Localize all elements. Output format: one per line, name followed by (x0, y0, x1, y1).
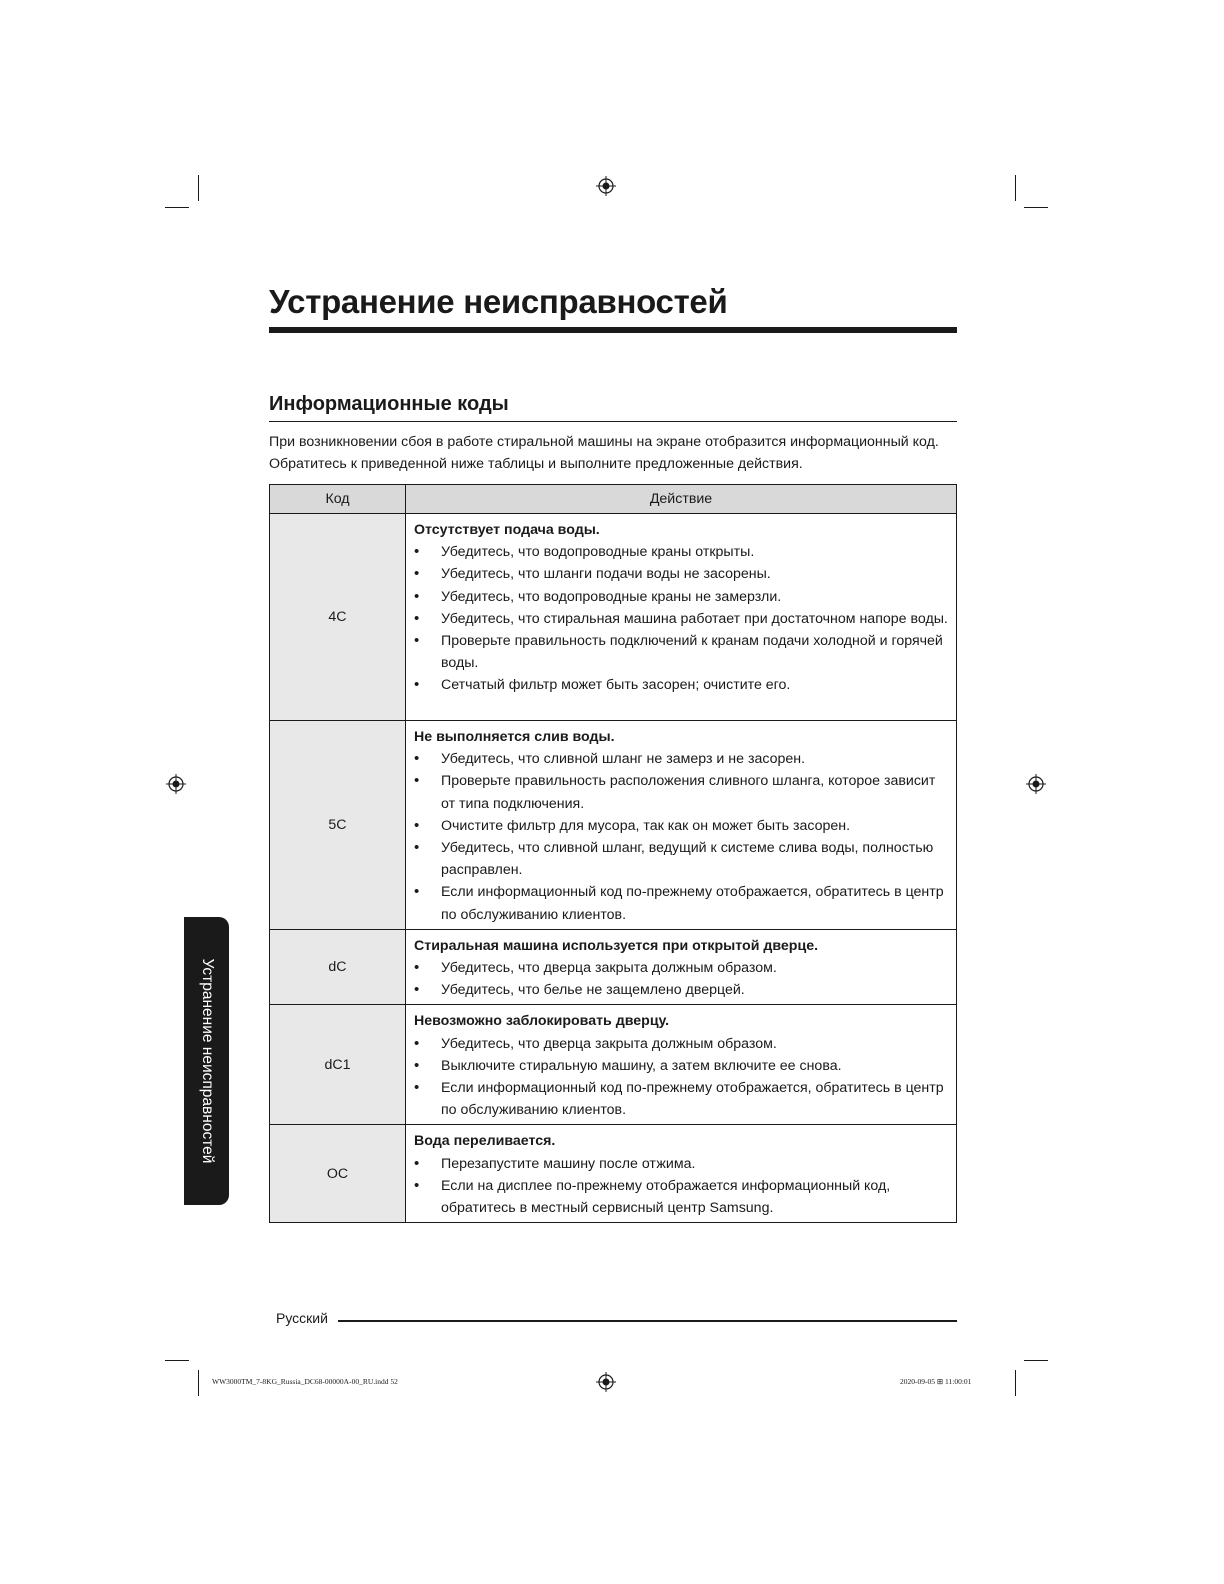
table-row (270, 1005, 957, 1125)
action-cell (406, 514, 957, 721)
list-item: • Убедитесь, что водопроводные краны открыты. (414, 541, 948, 563)
registration-mark-icon (596, 1372, 616, 1392)
crop-mark (198, 1370, 199, 1396)
list-item: • Очистите фильтр для мусора, так как он может быть засорен. (414, 815, 948, 837)
list-item: • Проверьте правильность расположения сливного шланга, которое зависит от типа подключения. (414, 770, 948, 814)
list-item: • Если информационный код по-прежнему отображается, обратитесь в центр по обслуживанию клиентов. (414, 881, 948, 925)
code-cell: 4C (270, 514, 406, 721)
list-item: • Выключите стиральную машину, а затем включите ее снова. (414, 1055, 948, 1077)
list-item: • Убедитесь, что дверца закрыта должным образом. (414, 1033, 948, 1055)
table-row (270, 1125, 957, 1223)
crop-mark (165, 207, 189, 208)
header-code: Код (270, 485, 406, 514)
action-heading: Вода переливается. (414, 1133, 556, 1150)
list-item: • Убедитесь, что дверца закрыта должным образом. (414, 957, 948, 979)
side-tab-label: Устранение неисправностей (198, 958, 216, 1164)
table-row (270, 929, 957, 1005)
table-row (270, 514, 957, 721)
section-side-tab (184, 917, 229, 1205)
action-steps (414, 541, 948, 696)
section-title: Информационные коды (269, 393, 509, 415)
action-steps (414, 748, 948, 926)
action-steps (414, 957, 948, 1001)
action-cell (406, 1005, 957, 1125)
list-item: • Убедитесь, что сливной шланг не замерз и не засорен. (414, 748, 948, 770)
table-row (270, 721, 957, 930)
intro-line: При возникновении сбоя в работе стиральной машины на экране отобразится информационный код. (269, 434, 939, 450)
list-item: • Убедитесь, что белье не защемлено дверцей. (414, 979, 948, 1001)
header-action: Действие (406, 485, 957, 514)
list-item: • Убедитесь, что стиральная машина работает при достаточном напоре воды. (414, 608, 948, 630)
action-steps (414, 1033, 948, 1122)
crop-mark (1024, 1360, 1048, 1361)
crop-mark (198, 175, 199, 201)
intro-line: Обратитесь к приведенной ниже таблицы и выполните предложенные действия. (269, 456, 803, 472)
action-cell (406, 1125, 957, 1223)
registration-mark-icon (596, 176, 616, 196)
info-codes-table (269, 484, 957, 1223)
footer-rule (338, 1320, 957, 1322)
crop-mark (1015, 1370, 1016, 1396)
list-item: • Если информационный код по-прежнему отображается, обратитесь в центр по обслуживанию клиентов. (414, 1077, 948, 1121)
action-heading: Стиральная машина используется при открытой дверце. (414, 937, 819, 954)
page-title: Устранение неисправностей (269, 283, 728, 320)
code-cell: dC (270, 929, 406, 1005)
action-heading: Отсутствует подача воды. (414, 522, 600, 538)
table-header-row (270, 485, 957, 514)
footer-language: Русский (276, 1310, 328, 1326)
list-item: • Убедитесь, что сливной шланг, ведущий к системе слива воды, полностью расправлен. (414, 837, 948, 881)
print-slug-timestamp: 2020-09-05 ⊞ 11:00:01 (900, 1377, 972, 1386)
crop-mark (1024, 207, 1048, 208)
code-cell: dC1 (270, 1005, 406, 1125)
action-steps (414, 1153, 948, 1220)
code-cell: OC (270, 1125, 406, 1223)
section-rule (269, 421, 957, 422)
title-rule (269, 327, 957, 333)
list-item: • Проверьте правильность подключений к кранам подачи холодной и горячей воды. (414, 630, 948, 674)
crop-mark (165, 1360, 189, 1361)
code-cell: 5C (270, 721, 406, 930)
intro-paragraph (269, 431, 969, 475)
print-slug-file: WW3000TM_7-8KG_Russia_DC68-00000A-00_RU.indd 52 (212, 1377, 398, 1386)
action-heading: Невозможно заблокировать дверцу. (414, 1013, 670, 1030)
list-item: • Убедитесь, что шланги подачи воды не засорены. (414, 563, 948, 585)
registration-mark-icon (1026, 774, 1046, 794)
registration-mark-icon (166, 774, 186, 794)
crop-mark (1015, 175, 1016, 201)
list-item: • Убедитесь, что водопроводные краны не замерзли. (414, 586, 948, 608)
action-cell (406, 929, 957, 1005)
list-item: • Если на дисплее по-прежнему отображается информационный код, обратитесь в местный сервисный центр Samsung. (414, 1175, 948, 1219)
action-cell (406, 721, 957, 930)
list-item: • Перезапустите машину после отжима. (414, 1153, 948, 1175)
action-heading: Не выполняется слив воды. (414, 729, 615, 745)
list-item: • Сетчатый фильтр может быть засорен; очистите его. (414, 674, 948, 696)
